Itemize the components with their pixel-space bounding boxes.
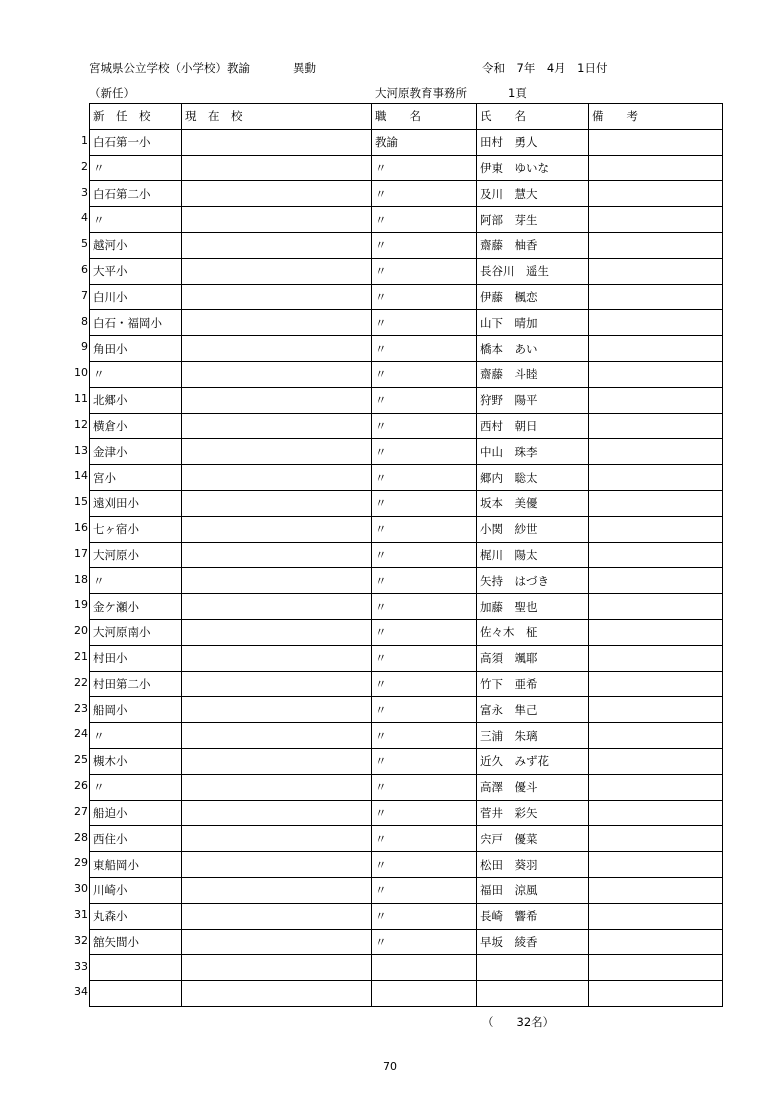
cell-new-school: 金津小 <box>90 439 182 465</box>
cell-position: 〃 <box>372 232 477 258</box>
cell-remarks <box>589 284 723 310</box>
cell-remarks <box>589 929 723 955</box>
cell-current-school <box>182 490 372 516</box>
cell-position: 〃 <box>372 413 477 439</box>
cell-current-school <box>182 232 372 258</box>
cell-current-school <box>182 723 372 749</box>
cell-name: 長谷川 遥生 <box>477 258 589 284</box>
row-number: 30 <box>74 882 88 896</box>
cell-name: 狩野 陽平 <box>477 387 589 413</box>
cell-new-school: 白石・福岡小 <box>90 310 182 336</box>
cell-remarks <box>589 439 723 465</box>
cell-remarks <box>589 723 723 749</box>
cell-current-school <box>182 258 372 284</box>
total-count: （ 32名） <box>482 1015 555 1029</box>
cell-current-school <box>182 207 372 233</box>
cell-remarks <box>589 852 723 878</box>
cell-new-school <box>90 955 182 981</box>
cell-current-school <box>182 903 372 929</box>
cell-current-school <box>182 929 372 955</box>
cell-remarks <box>589 310 723 336</box>
cell-new-school: 横倉小 <box>90 413 182 439</box>
cell-position: 〃 <box>372 852 477 878</box>
table-row <box>90 671 723 697</box>
table-row <box>90 929 723 955</box>
row-number: 20 <box>74 624 88 638</box>
cell-remarks <box>589 774 723 800</box>
table-row <box>90 981 723 1007</box>
row-number: 34 <box>74 985 88 999</box>
cell-new-school: 宮小 <box>90 465 182 491</box>
cell-name: 坂本 美優 <box>477 490 589 516</box>
table-row <box>90 955 723 981</box>
cell-position: 〃 <box>372 310 477 336</box>
cell-remarks <box>589 181 723 207</box>
cell-name: 宍戸 優菜 <box>477 826 589 852</box>
cell-name: 加藤 聖也 <box>477 594 589 620</box>
cell-new-school: 大平小 <box>90 258 182 284</box>
cell-name: 阿部 芽生 <box>477 207 589 233</box>
row-number: 31 <box>74 907 88 921</box>
row-number: 28 <box>74 830 88 844</box>
cell-name <box>477 981 589 1007</box>
cell-new-school: 船岡小 <box>90 697 182 723</box>
cell-name: 富永 隼己 <box>477 697 589 723</box>
cell-remarks <box>589 800 723 826</box>
table-row <box>90 490 723 516</box>
row-number: 16 <box>74 520 88 534</box>
cell-current-school <box>182 697 372 723</box>
cell-name: 梶川 陽太 <box>477 542 589 568</box>
cell-position: 〃 <box>372 387 477 413</box>
cell-current-school <box>182 748 372 774</box>
cell-position: 〃 <box>372 181 477 207</box>
cell-current-school <box>182 465 372 491</box>
cell-name: 齋藤 柚香 <box>477 232 589 258</box>
cell-current-school <box>182 826 372 852</box>
cell-current-school <box>182 129 372 155</box>
cell-new-school: 村田小 <box>90 645 182 671</box>
row-number: 18 <box>74 572 88 586</box>
row-number: 15 <box>74 495 88 509</box>
cell-position: 〃 <box>372 465 477 491</box>
cell-remarks <box>589 490 723 516</box>
cell-name: 伊東 ゆいな <box>477 155 589 181</box>
col-header-remarks: 備 考 <box>589 104 723 130</box>
table-row <box>90 568 723 594</box>
cell-name: 山下 晴加 <box>477 310 589 336</box>
cell-new-school: 白川小 <box>90 284 182 310</box>
cell-name: 小関 紗世 <box>477 516 589 542</box>
cell-new-school: 船迫小 <box>90 800 182 826</box>
col-header-name: 氏 名 <box>477 104 589 130</box>
row-number: 17 <box>74 546 88 560</box>
cell-new-school: 槻木小 <box>90 748 182 774</box>
cell-position: 〃 <box>372 516 477 542</box>
cell-name: 郷内 聡太 <box>477 465 589 491</box>
cell-position: 〃 <box>372 258 477 284</box>
page-number: 70 <box>383 1060 397 1073</box>
table-row <box>90 439 723 465</box>
row-number: 14 <box>74 469 88 483</box>
row-number: 29 <box>74 856 88 870</box>
cell-name: 中山 珠李 <box>477 439 589 465</box>
cell-new-school <box>90 981 182 1007</box>
cell-current-school <box>182 542 372 568</box>
cell-current-school <box>182 155 372 181</box>
table-row <box>90 645 723 671</box>
cell-name: 早坂 綾香 <box>477 929 589 955</box>
table-row <box>90 852 723 878</box>
cell-position: 〃 <box>372 723 477 749</box>
table-row <box>90 516 723 542</box>
cell-name: 佐々木 柾 <box>477 619 589 645</box>
cell-position: 〃 <box>372 207 477 233</box>
table-row <box>90 748 723 774</box>
table-row <box>90 465 723 491</box>
cell-remarks <box>589 645 723 671</box>
cell-current-school <box>182 800 372 826</box>
row-number: 8 <box>81 314 88 328</box>
cell-new-school: 村田第二小 <box>90 671 182 697</box>
cell-remarks <box>589 981 723 1007</box>
cell-position: 〃 <box>372 748 477 774</box>
cell-position: 〃 <box>372 800 477 826</box>
cell-position: 〃 <box>372 155 477 181</box>
col-header-position: 職 名 <box>372 104 477 130</box>
cell-name: 長崎 響希 <box>477 903 589 929</box>
row-number: 24 <box>74 727 88 741</box>
cell-new-school: 北郷小 <box>90 387 182 413</box>
section-label: （新任） <box>89 86 135 100</box>
cell-remarks <box>589 671 723 697</box>
row-number: 25 <box>74 753 88 767</box>
cell-name: 西村 朝日 <box>477 413 589 439</box>
document-title: 宮城県公立学校（小学校）教諭 <box>89 61 250 75</box>
cell-current-school <box>182 310 372 336</box>
cell-position: 〃 <box>372 826 477 852</box>
cell-current-school <box>182 336 372 362</box>
row-number: 6 <box>81 262 88 276</box>
cell-current-school <box>182 645 372 671</box>
cell-current-school <box>182 594 372 620</box>
cell-position: 〃 <box>372 336 477 362</box>
effective-date: 令和 7年 4月 1日付 <box>482 61 608 75</box>
cell-remarks <box>589 903 723 929</box>
table-header-row <box>90 104 723 130</box>
cell-current-school <box>182 181 372 207</box>
cell-new-school: 大河原南小 <box>90 619 182 645</box>
cell-remarks <box>589 361 723 387</box>
row-number: 13 <box>74 443 88 457</box>
cell-new-school: 遠刈田小 <box>90 490 182 516</box>
cell-position: 〃 <box>372 619 477 645</box>
table-row <box>90 387 723 413</box>
table-row <box>90 826 723 852</box>
cell-remarks <box>589 155 723 181</box>
cell-current-school <box>182 568 372 594</box>
row-number: 2 <box>81 159 88 173</box>
cell-new-school: 白石第二小 <box>90 181 182 207</box>
row-number: 5 <box>81 237 88 251</box>
cell-name <box>477 955 589 981</box>
row-number: 27 <box>74 804 88 818</box>
row-number: 3 <box>81 185 88 199</box>
cell-remarks <box>589 955 723 981</box>
row-number: 22 <box>74 675 88 689</box>
cell-current-school <box>182 439 372 465</box>
cell-position: 〃 <box>372 903 477 929</box>
table-row <box>90 155 723 181</box>
cell-remarks <box>589 465 723 491</box>
cell-name: 松田 葵羽 <box>477 852 589 878</box>
cell-name: 高澤 優斗 <box>477 774 589 800</box>
cell-current-school <box>182 284 372 310</box>
row-number: 33 <box>74 959 88 973</box>
cell-remarks <box>589 207 723 233</box>
table-row <box>90 800 723 826</box>
row-number: 10 <box>74 366 88 380</box>
cell-position: 〃 <box>372 361 477 387</box>
cell-current-school <box>182 774 372 800</box>
cell-new-school: 〃 <box>90 568 182 594</box>
cell-name: 田村 勇人 <box>477 129 589 155</box>
table-row <box>90 284 723 310</box>
cell-remarks <box>589 594 723 620</box>
cell-current-school <box>182 955 372 981</box>
cell-new-school: 金ケ瀬小 <box>90 594 182 620</box>
cell-remarks <box>589 697 723 723</box>
page-label: 1頁 <box>508 86 527 100</box>
row-number: 7 <box>81 288 88 302</box>
cell-name: 菅井 彩矢 <box>477 800 589 826</box>
cell-new-school: 〃 <box>90 155 182 181</box>
cell-remarks <box>589 232 723 258</box>
col-header-new-school: 新 任 校 <box>90 104 182 130</box>
table-row <box>90 774 723 800</box>
table-row <box>90 594 723 620</box>
personnel-table <box>89 103 723 1007</box>
row-number: 4 <box>81 211 88 225</box>
cell-current-school <box>182 877 372 903</box>
cell-position: 〃 <box>372 568 477 594</box>
cell-name: 三浦 朱璃 <box>477 723 589 749</box>
table-row <box>90 697 723 723</box>
cell-new-school: 大河原小 <box>90 542 182 568</box>
cell-current-school <box>182 387 372 413</box>
table-row <box>90 310 723 336</box>
table-row <box>90 181 723 207</box>
table-row <box>90 232 723 258</box>
row-number: 12 <box>74 417 88 431</box>
cell-position: 教諭 <box>372 129 477 155</box>
cell-remarks <box>589 129 723 155</box>
cell-remarks <box>589 387 723 413</box>
cell-new-school: 越河小 <box>90 232 182 258</box>
row-number: 32 <box>74 933 88 947</box>
cell-current-school <box>182 516 372 542</box>
cell-remarks <box>589 516 723 542</box>
table-row <box>90 361 723 387</box>
table-row <box>90 129 723 155</box>
cell-name: 高須 颯耶 <box>477 645 589 671</box>
cell-remarks <box>589 568 723 594</box>
col-header-current-school: 現 在 校 <box>182 104 372 130</box>
cell-position: 〃 <box>372 594 477 620</box>
cell-new-school: 東船岡小 <box>90 852 182 878</box>
cell-name: 竹下 亜希 <box>477 671 589 697</box>
cell-current-school <box>182 981 372 1007</box>
table-row <box>90 207 723 233</box>
cell-position: 〃 <box>372 774 477 800</box>
cell-position: 〃 <box>372 929 477 955</box>
cell-current-school <box>182 413 372 439</box>
table-row <box>90 723 723 749</box>
cell-position: 〃 <box>372 490 477 516</box>
cell-name: 橋本 あい <box>477 336 589 362</box>
cell-remarks <box>589 542 723 568</box>
cell-current-school <box>182 361 372 387</box>
cell-position: 〃 <box>372 284 477 310</box>
cell-name: 矢持 はづき <box>477 568 589 594</box>
cell-new-school: 〃 <box>90 723 182 749</box>
cell-new-school: 〃 <box>90 774 182 800</box>
cell-new-school: 七ヶ宿小 <box>90 516 182 542</box>
table-row <box>90 903 723 929</box>
cell-remarks <box>589 877 723 903</box>
cell-current-school <box>182 852 372 878</box>
cell-name: 及川 慧大 <box>477 181 589 207</box>
cell-new-school: 白石第一小 <box>90 129 182 155</box>
cell-name: 近久 みず花 <box>477 748 589 774</box>
row-number: 9 <box>81 340 88 354</box>
cell-current-school <box>182 619 372 645</box>
cell-remarks <box>589 748 723 774</box>
table-row <box>90 542 723 568</box>
row-number: 23 <box>74 701 88 715</box>
cell-remarks <box>589 258 723 284</box>
cell-position: 〃 <box>372 671 477 697</box>
cell-position: 〃 <box>372 645 477 671</box>
cell-position: 〃 <box>372 877 477 903</box>
cell-new-school: 〃 <box>90 361 182 387</box>
row-number: 11 <box>74 391 88 405</box>
cell-current-school <box>182 671 372 697</box>
cell-position: 〃 <box>372 439 477 465</box>
cell-name: 齋藤 斗睦 <box>477 361 589 387</box>
table-row <box>90 877 723 903</box>
cell-new-school: 西住小 <box>90 826 182 852</box>
cell-position <box>372 955 477 981</box>
office-name: 大河原教育事務所 <box>375 86 467 100</box>
table-row <box>90 336 723 362</box>
table-row <box>90 619 723 645</box>
cell-new-school: 丸森小 <box>90 903 182 929</box>
row-number: 1 <box>81 134 88 147</box>
cell-remarks <box>589 336 723 362</box>
table-row <box>90 413 723 439</box>
cell-new-school: 川崎小 <box>90 877 182 903</box>
cell-new-school: 舘矢間小 <box>90 929 182 955</box>
category-label: 異動 <box>293 61 316 75</box>
cell-remarks <box>589 413 723 439</box>
row-number-column <box>64 128 88 1005</box>
cell-position: 〃 <box>372 542 477 568</box>
cell-remarks <box>589 826 723 852</box>
row-number: 26 <box>74 778 88 792</box>
cell-new-school: 〃 <box>90 207 182 233</box>
cell-position <box>372 981 477 1007</box>
cell-new-school: 角田小 <box>90 336 182 362</box>
row-number: 19 <box>74 598 88 612</box>
cell-name: 伊藤 楓恋 <box>477 284 589 310</box>
cell-name: 福田 涼風 <box>477 877 589 903</box>
cell-position: 〃 <box>372 697 477 723</box>
cell-remarks <box>589 619 723 645</box>
row-number: 21 <box>74 649 88 663</box>
table-row <box>90 258 723 284</box>
